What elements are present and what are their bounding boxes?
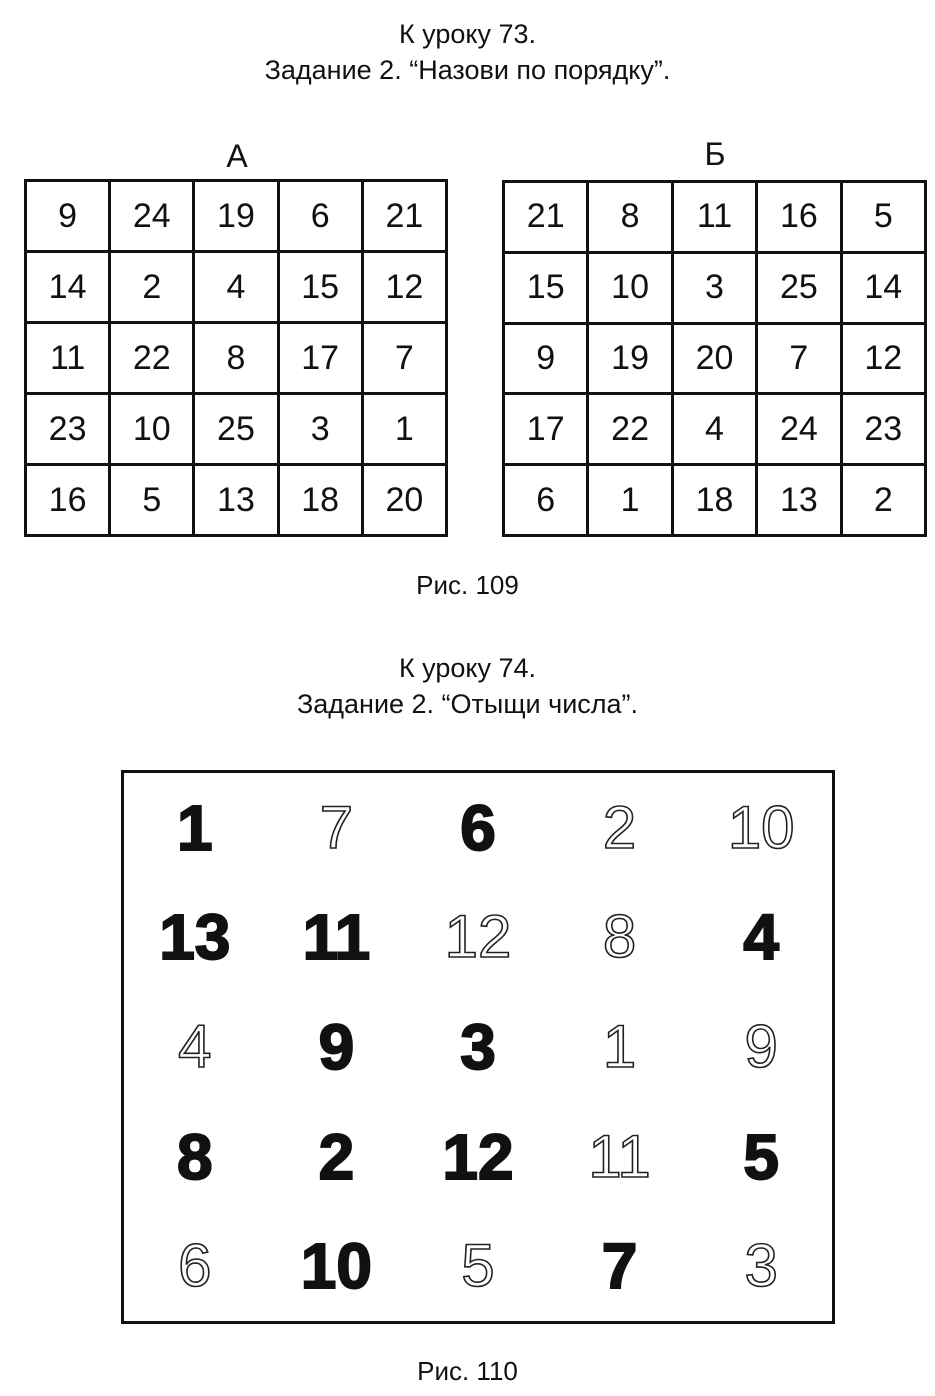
grid-cell: 6 [504, 465, 588, 536]
grid-cell: 20 [672, 323, 756, 394]
grid-cell: 8 [194, 323, 278, 394]
number-cell [549, 992, 691, 1102]
grid-cell: 2 [110, 252, 194, 323]
number-cell [266, 1211, 408, 1321]
bold-number: 4 [743, 901, 779, 974]
grid-cell: 12 [841, 323, 925, 394]
grid-cell: 17 [504, 394, 588, 465]
grid-cell: 21 [362, 181, 446, 252]
number-cell [690, 1211, 832, 1321]
grid-cell: 7 [362, 323, 446, 394]
grid-cell: 9 [504, 323, 588, 394]
bold-number: 6 [460, 791, 496, 864]
number-cell [266, 1102, 408, 1212]
grid-cell: 7 [757, 323, 841, 394]
lesson-74-heading [0, 650, 935, 722]
grid-cell: 10 [588, 252, 672, 323]
bold-number: 12 [442, 1120, 514, 1193]
grid-cell: 25 [757, 252, 841, 323]
grid-row [26, 252, 447, 323]
number-cell [549, 773, 691, 883]
number-cell [690, 1102, 832, 1212]
outline-number: 2 [602, 793, 637, 861]
grid-cell: 3 [672, 252, 756, 323]
grid-cell: 17 [278, 323, 362, 394]
outline-number: 4 [178, 1012, 212, 1080]
bold-number: 7 [601, 1230, 638, 1303]
grid-cell: 11 [26, 323, 110, 394]
grid-row [26, 181, 447, 252]
grid-cell: 14 [26, 252, 110, 323]
number-cell [124, 1211, 266, 1321]
grid-cell: 12 [362, 252, 446, 323]
grid-cell: 8 [588, 182, 672, 253]
bold-number: 13 [159, 901, 231, 974]
outline-number: 6 [178, 1232, 212, 1300]
grid-row [504, 394, 926, 465]
number-search-box [121, 770, 835, 1324]
bold-number: 3 [460, 1010, 496, 1083]
grid-cell: 2 [841, 465, 925, 536]
grid-cell: 25 [194, 394, 278, 465]
number-row [124, 773, 832, 883]
grid-row [26, 394, 447, 465]
lesson-74-title: К уроку 74. [398, 653, 537, 683]
grid-cell: 21 [504, 182, 588, 253]
grid-cell: 3 [278, 394, 362, 465]
grid-cell: 10 [110, 394, 194, 465]
number-cell [124, 883, 266, 993]
grid-cell: 19 [194, 181, 278, 252]
grid-cell: 15 [278, 252, 362, 323]
grid-cell: 11 [672, 182, 756, 253]
number-cell [549, 1102, 691, 1212]
grid-cell: 6 [278, 181, 362, 252]
grid-b [502, 180, 927, 537]
number-row [124, 1102, 832, 1212]
outline-number: 7 [319, 793, 354, 861]
bold-number: 9 [318, 1010, 355, 1083]
grid-cell: 22 [588, 394, 672, 465]
grid-cell: 15 [504, 252, 588, 323]
number-cell [549, 1211, 691, 1321]
grid-cell: 16 [26, 465, 110, 536]
bold-number: 10 [300, 1230, 372, 1303]
lesson-73-title: К уроку 73. [398, 19, 537, 49]
grid-cell: 22 [110, 323, 194, 394]
number-cell [124, 992, 266, 1102]
grid-row [504, 252, 926, 323]
bold-number: 1 [177, 791, 213, 864]
number-cell [124, 773, 266, 883]
bold-number: 11 [302, 901, 371, 974]
number-cell [266, 773, 408, 883]
lesson-73-heading [0, 16, 935, 88]
outline-number: 1 [602, 1012, 637, 1080]
grid-cell: 18 [278, 465, 362, 536]
grid-row [26, 323, 447, 394]
grid-cell: 24 [757, 394, 841, 465]
grid-cell: 4 [672, 394, 756, 465]
bold-number: 8 [177, 1120, 213, 1193]
grid-cell: 13 [757, 465, 841, 536]
grid-cell: 19 [588, 323, 672, 394]
figure-110-caption: Рис. 110 [417, 1356, 518, 1386]
number-cell [407, 883, 549, 993]
number-row [124, 1211, 832, 1321]
grid-cell: 18 [672, 465, 756, 536]
grid-cell: 24 [110, 181, 194, 252]
number-cell [266, 992, 408, 1102]
grid-cell: 20 [362, 465, 446, 536]
number-cell [407, 992, 549, 1102]
grid-b-label: Б [704, 136, 726, 172]
outline-number: 3 [744, 1232, 778, 1300]
grid-row [504, 465, 926, 536]
outline-number: 8 [602, 903, 637, 971]
number-row [124, 992, 832, 1102]
grid-cell: 5 [110, 465, 194, 536]
grid-cell: 5 [841, 182, 925, 253]
outline-number: 10 [727, 793, 795, 861]
grid-cell: 23 [26, 394, 110, 465]
number-cell [124, 1102, 266, 1212]
outline-number: 11 [588, 1122, 651, 1190]
grid-cell: 13 [194, 465, 278, 536]
lesson-74-task: Задание 2. “Отыщи числа”. [296, 689, 639, 719]
grid-cell: 1 [588, 465, 672, 536]
bold-number: 2 [318, 1120, 355, 1193]
outline-number: 5 [461, 1232, 495, 1300]
number-cell [549, 883, 691, 993]
number-cell [690, 773, 832, 883]
grid-cell: 23 [841, 394, 925, 465]
figure-109-caption: Рис. 109 [416, 570, 519, 600]
grid-cell: 9 [26, 181, 110, 252]
outline-number: 9 [744, 1012, 778, 1080]
number-cell [690, 992, 832, 1102]
grid-cell: 14 [841, 252, 925, 323]
number-cell [407, 1102, 549, 1212]
number-cell [690, 883, 832, 993]
grid-a-label: А [226, 138, 248, 174]
grid-cell: 4 [194, 252, 278, 323]
number-row [124, 883, 832, 993]
grid-row [504, 182, 926, 253]
number-cell [407, 773, 549, 883]
grid-row [504, 323, 926, 394]
grid-cell: 1 [362, 394, 446, 465]
lesson-73-task: Задание 2. “Назови по порядку”. [264, 55, 671, 85]
number-cell [407, 1211, 549, 1321]
grid-a [24, 179, 448, 537]
grid-row [26, 465, 447, 536]
outline-number: 12 [444, 903, 512, 971]
grid-cell: 16 [757, 182, 841, 253]
number-cell [266, 883, 408, 993]
bold-number: 5 [743, 1120, 779, 1193]
